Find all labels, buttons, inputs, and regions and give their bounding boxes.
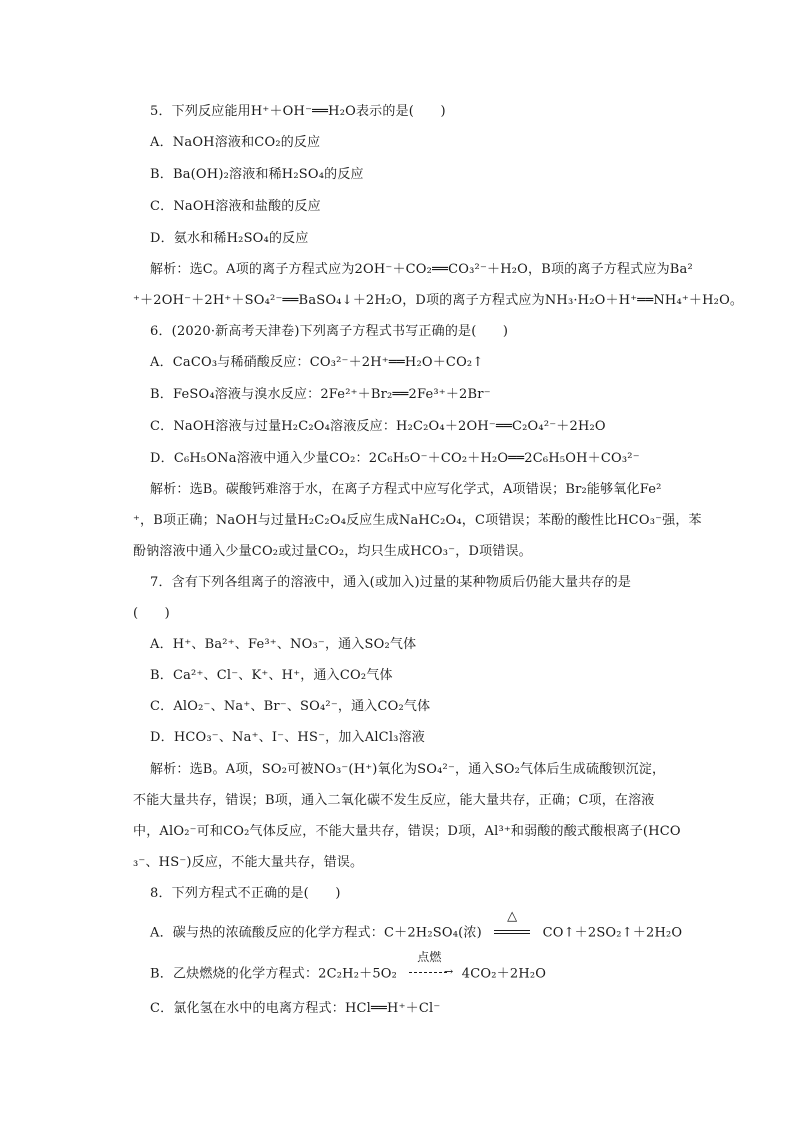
q7-analysis-line-4: ₃⁻、HS⁻)反应，不能大量共存，错误。 — [133, 855, 364, 870]
arrow-head-icon: → — [444, 965, 454, 978]
q5-option-d: D．氨水和稀H₂SO₄的反应 — [150, 231, 309, 246]
q8-option-a-reactants: A．碳与热的浓硫酸反应的化学方程式：C＋2H₂SO₄(浓) — [150, 925, 482, 941]
q5-analysis-line-2: ⁺＋2OH⁻＋2H⁺＋SO₄²⁻══BaSO₄↓＋2H₂O，D项的离子方程式应为NH₃·H₂O＋H⁺══NH₄⁺＋H₂O。 — [133, 293, 744, 308]
q8-option-b — [150, 950, 690, 985]
q7-analysis-line-2: 不能大量共存，错误；B项，通入二氧化碳不发生反应，能大量共存，正确；C项，在溶液 — [133, 793, 655, 808]
q7-stem: 7．含有下列各组离子的溶液中，通入(或加入)过量的某种物质后仍能大量共存的是 — [150, 575, 632, 590]
q8-option-c: C．氯化氢在水中的电离方程式：HCl══H⁺＋Cl⁻ — [150, 1001, 441, 1016]
ignition-condition-label: 点燃 — [417, 950, 442, 964]
q5-option-b: B．Ba(OH)₂溶液和稀H₂SO₄的反应 — [150, 167, 364, 182]
q7-option-b: B．Ca²⁺、Cl⁻、K⁺、H⁺，通入CO₂气体 — [150, 668, 393, 683]
q8-option-b-reactants: B．乙炔燃烧的化学方程式：2C₂H₂＋5O₂ — [150, 966, 398, 982]
q8-stem: 8．下列方程式不正确的是( ) — [150, 886, 341, 901]
q6-option-c: C．NaOH溶液与过量H₂C₂O₄溶液反应：H₂C₂O₄＋2OH⁻══C₂O₄²⁻＋2H₂O — [150, 419, 606, 434]
q7-analysis-line-1: 解析：选B。A项，SO₂可被NO₃⁻(H⁺)氧化为SO₄²⁻，通入SO₂气体后生成硫酸钡沉淀， — [150, 762, 666, 777]
q5-analysis-line-1: 解析：选C。A项的离子方程式应为2OH⁻＋CO₂══CO₃²⁻＋H₂O，B项的离子方程式应为Ba² — [150, 262, 693, 277]
q7-option-d: D．HCO₃⁻、Na⁺、I⁻、HS⁻，加入AlCl₃溶液 — [150, 730, 425, 745]
q8-option-b-products: 4CO₂＋2H₂O — [461, 966, 547, 982]
heating-equals-sign — [490, 909, 534, 941]
q7-stem-bracket: ( ) — [133, 606, 170, 621]
q6-stem: 6．(2020·新高考天津卷)下列离子方程式书写正确的是( ) — [150, 324, 509, 339]
q6-option-d: D．C₆H₅ONa溶液中通入少量CO₂：2C₆H₅O⁻＋CO₂＋H₂O══2C₆H₅OH＋CO₃²⁻ — [150, 451, 640, 466]
ignition-arrow — [403, 950, 455, 982]
q5-stem: 5．下列反应能用H⁺＋OH⁻══H₂O表示的是( ) — [150, 104, 446, 119]
q7-option-c: C．AlO₂⁻、Na⁺、Br⁻、SO₄²⁻，通入CO₂气体 — [150, 699, 431, 714]
q8-option-a — [150, 909, 690, 944]
q6-option-a: A．CaCO₃与稀硝酸反应：CO₃²⁻＋2H⁺══H₂O＋CO₂↑ — [150, 355, 484, 370]
q6-analysis-line-3: 酚钠溶液中通入少量CO₂或过量CO₂，均只生成HCO₃⁻，D项错误。 — [133, 544, 532, 559]
q7-option-a: A．H⁺、Ba²⁺、Fe³⁺、NO₃⁻，通入SO₂气体 — [150, 637, 417, 652]
q8-option-a-products: CO↑＋2SO₂↑＋2H₂O — [542, 925, 683, 941]
q6-analysis-line-2: ⁺，B项正确；NaOH与过量H₂C₂O₄反应生成NaHC₂O₄，C项错误；苯酚的酸性比HCO₃⁻强，苯 — [133, 513, 702, 528]
q6-option-b: B．FeSO₄溶液与溴水反应：2Fe²⁺＋Br₂══2Fe³⁺＋2Br⁻ — [150, 387, 491, 402]
heat-condition-triangle: △ — [507, 909, 518, 924]
q5-option-c: C．NaOH溶液和盐酸的反应 — [150, 199, 321, 214]
q6-analysis-line-1: 解析：选B。碳酸钙难溶于水，在离子方程式中应写化学式，A项错误；Br₂能够氧化Fe² — [150, 482, 662, 497]
q7-analysis-line-3: 中，AlO₂⁻可和CO₂气体反应，不能大量共存，错误；D项，Al³⁺和弱酸的酸式酸根离子(HCO — [133, 824, 681, 839]
q5-option-a: A．NaOH溶液和CO₂的反应 — [150, 135, 321, 150]
